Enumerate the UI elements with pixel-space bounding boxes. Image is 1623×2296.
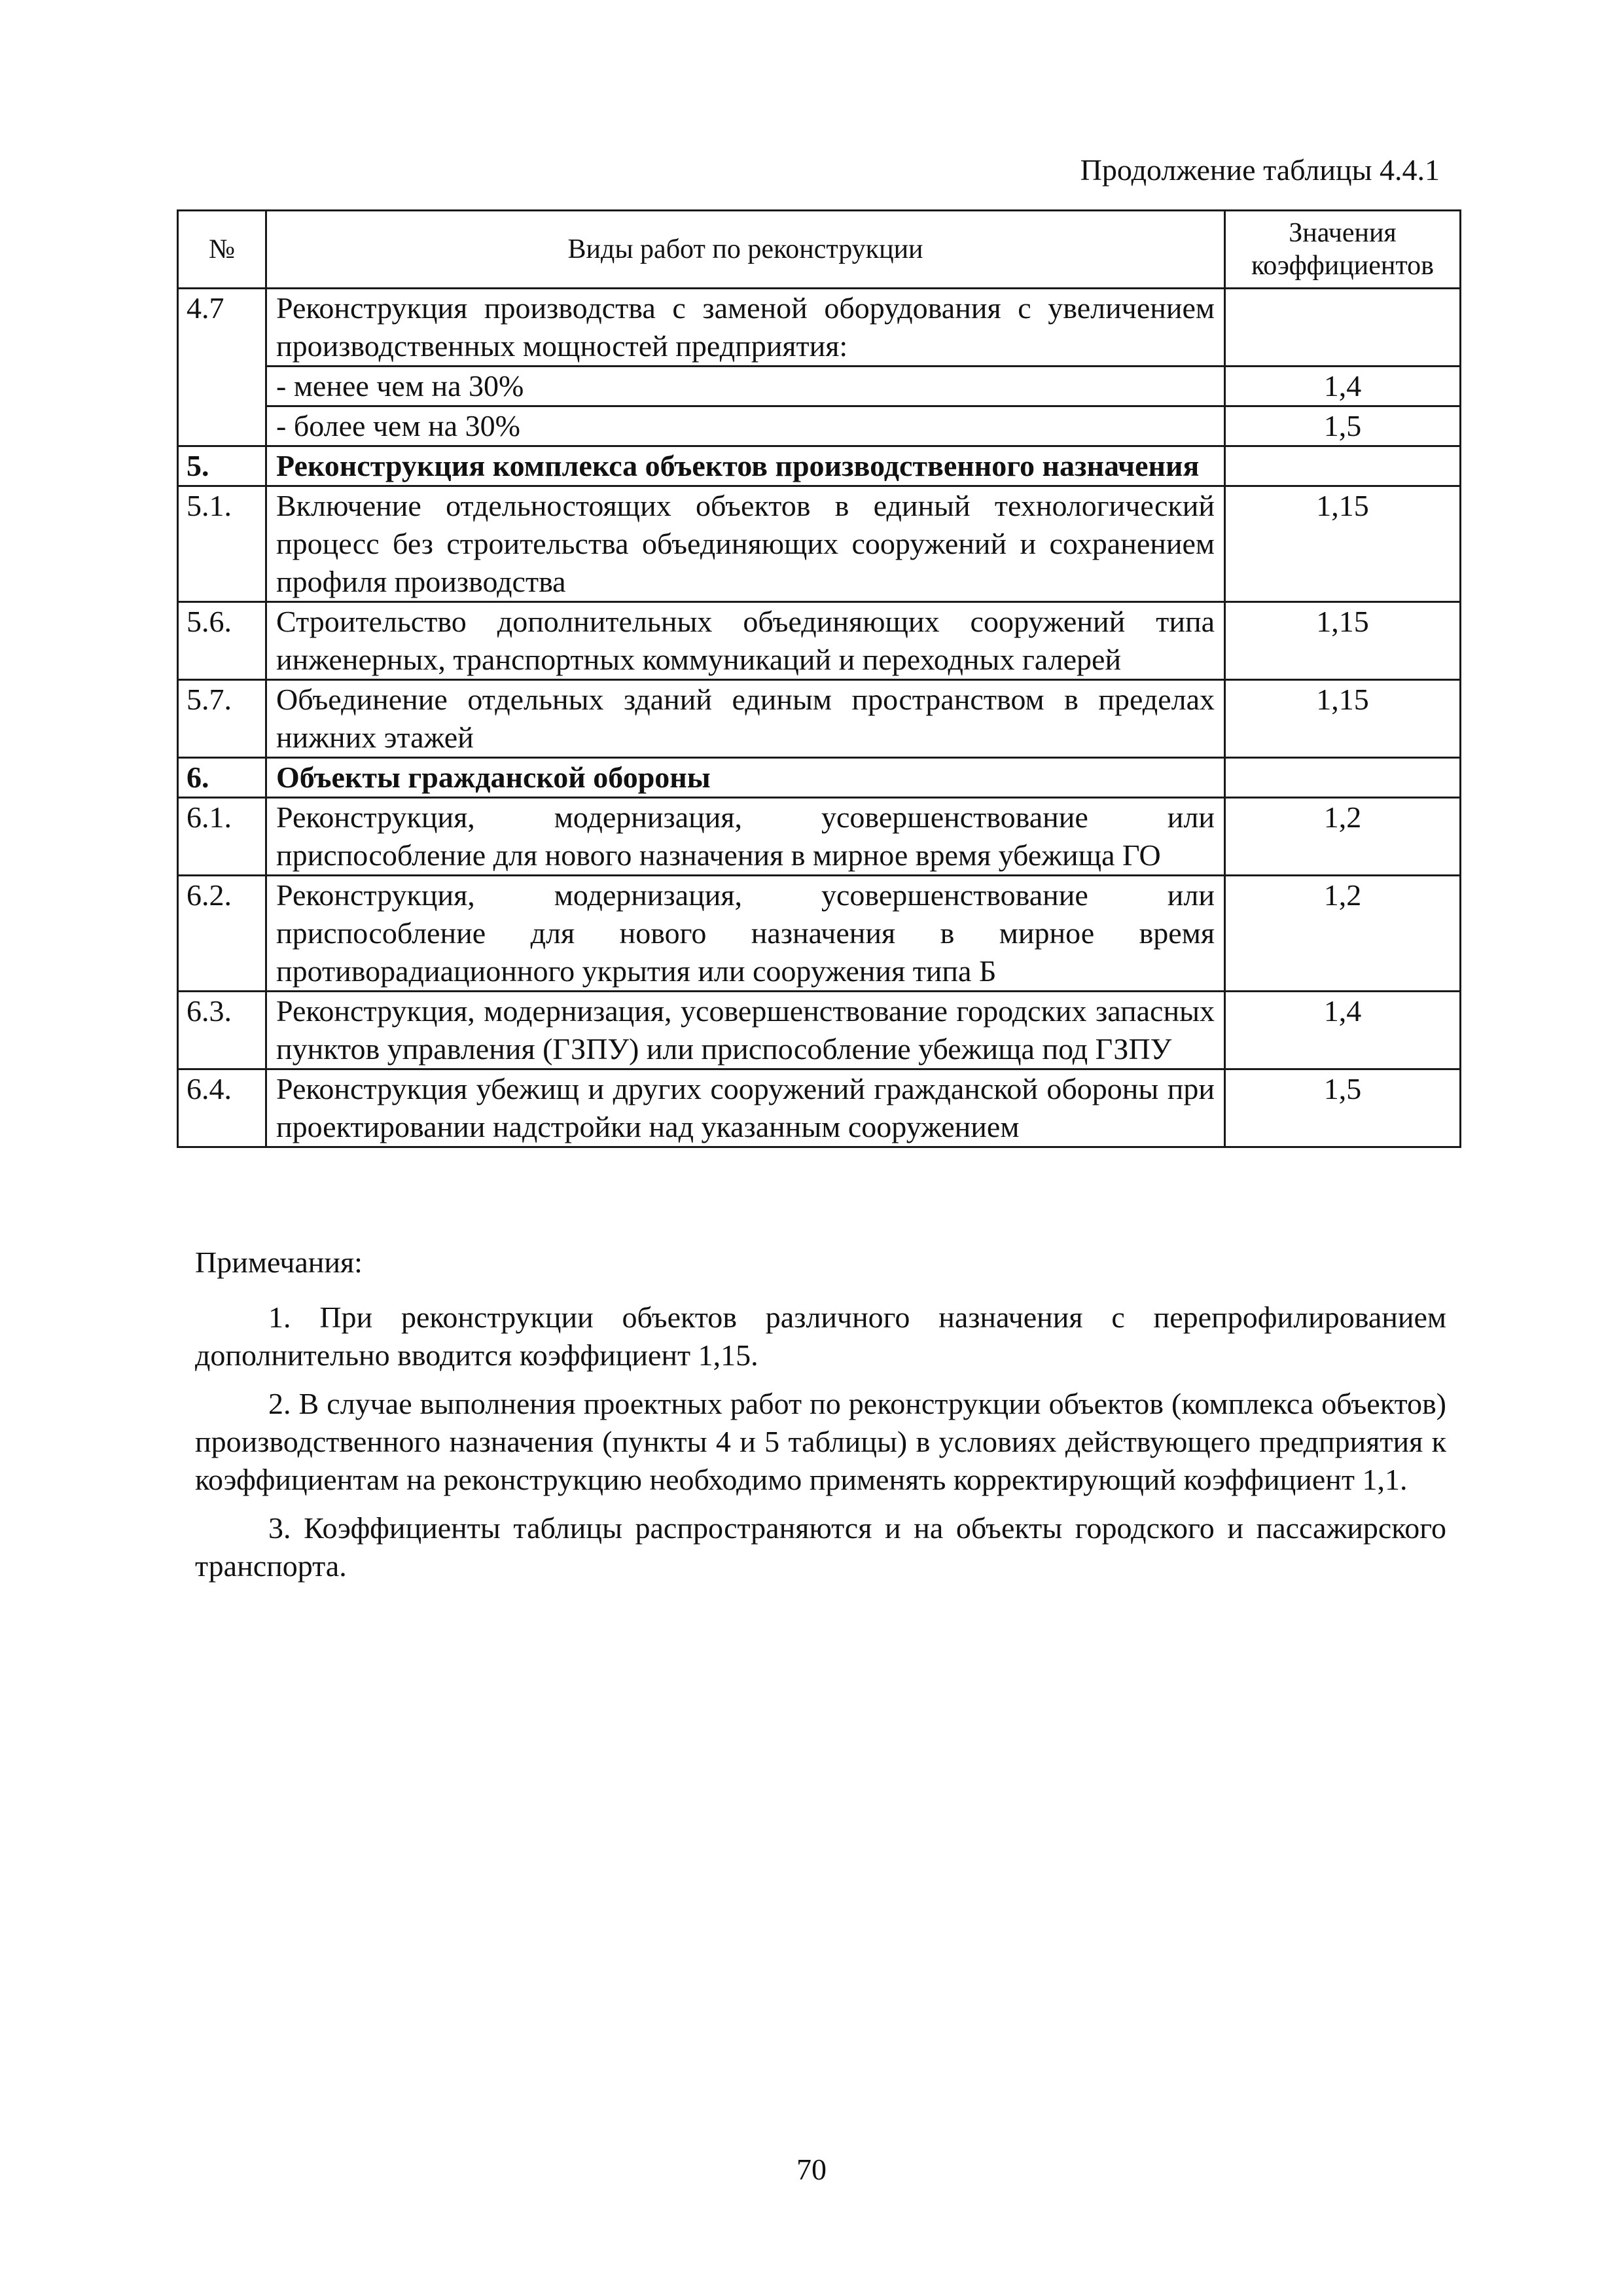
table-section-row — [178, 446, 1461, 486]
header-number: № — [178, 211, 266, 289]
note-item: 3. Коэффициенты таблицы распространяются и на объекты городского и пассажирского транспорта. — [195, 1511, 1446, 1583]
row-work-description: Объединение отдельных зданий единым пространством в пределах нижних этажей — [266, 680, 1225, 758]
row-coefficient — [1225, 758, 1461, 798]
row-work-description: Реконструкция убежищ и других сооружений гражданской обороны при проектировании надстройки над указанным сооружением — [266, 1069, 1225, 1147]
table-row — [178, 680, 1461, 758]
row-work-description: Объекты гражданской обороны — [266, 758, 1225, 798]
row-coefficient: 1,2 — [1225, 798, 1461, 876]
row-number: 4.7 — [178, 289, 266, 446]
page-number: 70 — [796, 2153, 827, 2186]
row-coefficient: 1,15 — [1225, 602, 1461, 680]
row-number: 5.7. — [178, 680, 266, 758]
row-coefficient — [1225, 446, 1461, 486]
row-work-description: Реконструкция, модернизация, усовершенствование или приспособление для нового назначения в мирное время убежища ГО — [266, 798, 1225, 876]
table-row — [178, 992, 1461, 1069]
row-number: 5.1. — [178, 486, 266, 602]
table-row — [178, 602, 1461, 680]
row-work-description: Реконструкция производства с заменой оборудования с увеличением производственных мощностей предприятия: — [266, 289, 1225, 367]
row-work-description: Включение отдельностоящих объектов в единый технологический процесс без строительства объединяющих сооружений и сохранением профиля производства — [266, 486, 1225, 602]
table-header-row — [178, 211, 1461, 289]
notes-title: Примечания: — [195, 1246, 363, 1279]
row-number: 6.3. — [178, 992, 266, 1069]
row-number: 6.4. — [178, 1069, 266, 1147]
row-coefficient: 1,4 — [1225, 992, 1461, 1069]
row-number: 6. — [178, 758, 266, 798]
notes-section — [195, 1244, 1446, 1596]
row-coefficient: 1,4 — [1225, 367, 1461, 406]
row-coefficient: 1,15 — [1225, 486, 1461, 602]
header-work-types: Виды работ по реконструкции — [266, 211, 1225, 289]
row-work-description: - более чем на 30% — [266, 406, 1225, 446]
table-row — [178, 367, 1461, 406]
row-work-description: Реконструкция комплекса объектов производственного назначения — [266, 446, 1225, 486]
row-work-description: Реконструкция, модернизация, усовершенствование или приспособление для нового назначения в мирное время противорадиационного укрытия или сооружения типа Б — [266, 876, 1225, 992]
table-row — [178, 406, 1461, 446]
row-coefficient: 1,15 — [1225, 680, 1461, 758]
row-coefficient: 1,5 — [1225, 406, 1461, 446]
row-number: 6.1. — [178, 798, 266, 876]
table-row — [178, 1069, 1461, 1147]
note-item: 1. При реконструкции объектов различного назначения с перепрофилированием дополнительно вводится коэффициент 1,15. — [195, 1300, 1446, 1372]
row-coefficient: 1,2 — [1225, 876, 1461, 992]
row-number: 6.2. — [178, 876, 266, 992]
table-row — [178, 798, 1461, 876]
row-number: 5. — [178, 446, 266, 486]
reconstruction-coefficients-table — [177, 209, 1461, 1148]
row-number: 5.6. — [178, 602, 266, 680]
note-item: 2. В случае выполнения проектных работ по реконструкции объектов (комплекса объектов) производственного назначения (пункты 4 и 5 таблицы) в условиях действующего предприятия к коэффициентам на реконструкцию необходимо применять корректирующий коэффициент 1,1. — [195, 1387, 1446, 1496]
table-row — [178, 289, 1461, 367]
row-coefficient — [1225, 289, 1461, 367]
row-work-description: Реконструкция, модернизация, усовершенствование городских запасных пунктов управления (ГЗПУ) или приспособление убежища под ГЗПУ — [266, 992, 1225, 1069]
row-coefficient: 1,5 — [1225, 1069, 1461, 1147]
row-work-description: Строительство дополнительных объединяющих сооружений типа инженерных, транспортных коммуникаций и переходных галерей — [266, 602, 1225, 680]
table-row — [178, 876, 1461, 992]
row-work-description: - менее чем на 30% — [266, 367, 1225, 406]
header-coefficient-values: Значения коэффициентов — [1225, 211, 1461, 289]
table-row — [178, 486, 1461, 602]
table-caption: Продолжение таблицы 4.4.1 — [1080, 153, 1440, 187]
table-section-row — [178, 758, 1461, 798]
